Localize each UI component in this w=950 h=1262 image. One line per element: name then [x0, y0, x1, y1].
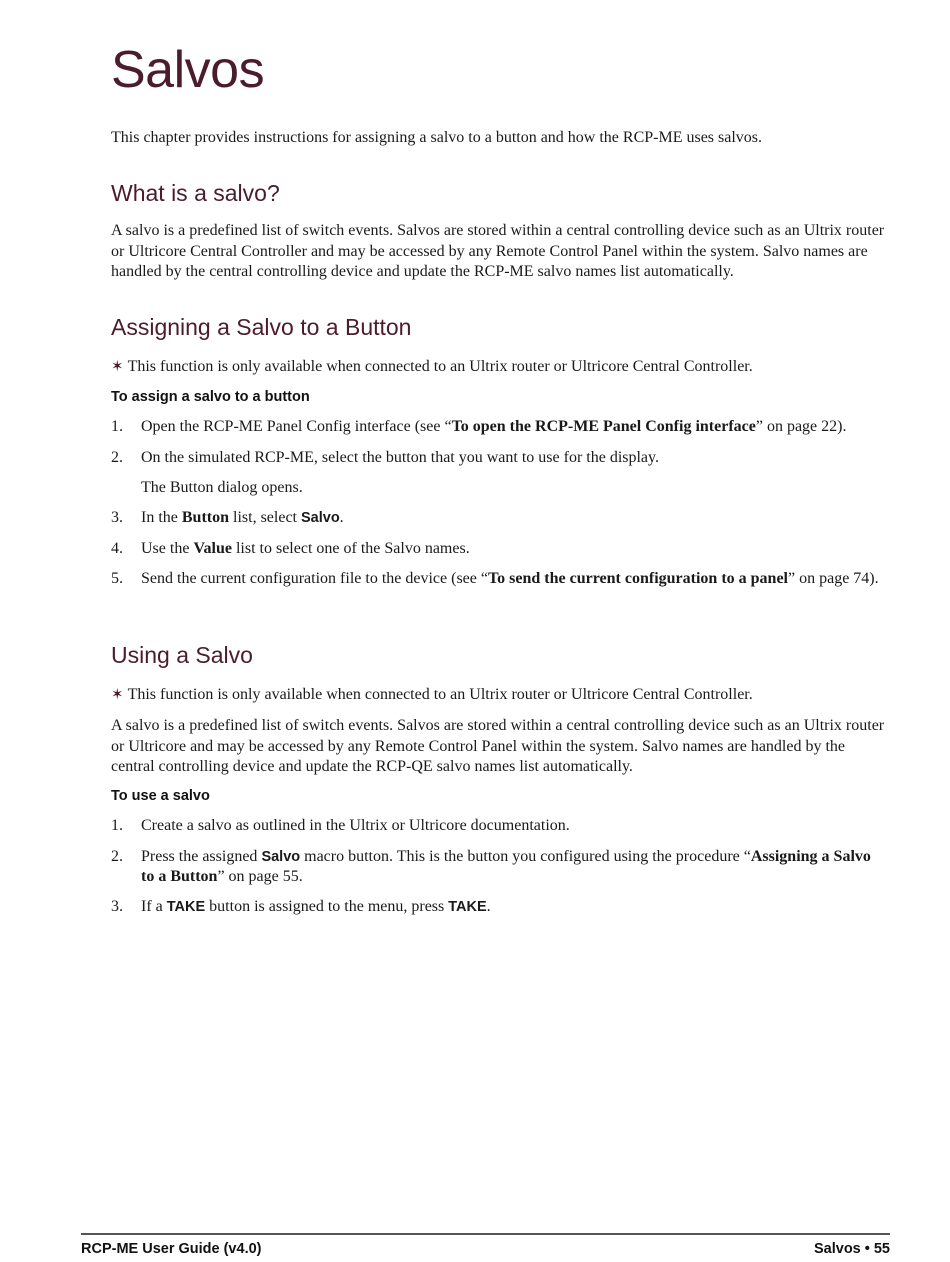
chapter-intro: This chapter provides instructions for assigning a salvo to a button and how the RCP-ME uses salvos. [111, 129, 763, 146]
what-is-a-salvo-body: A salvo is a predefined list of switch events. Salvos are stored within a central controlling device such as an Ultrix router or Ultricore Central Controller and may be accessed by any Remote Control Panel within the system. Salvo names are handled by the central controlling device and update the RCP-ME salvo names list automatically. [111, 222, 885, 280]
chapter-title: Salvos [111, 41, 265, 99]
footer-page-number: Salvos • 55 [813, 1241, 890, 1257]
footer-guide-title: RCP-ME User Guide (v4.0) [81, 1241, 262, 1257]
star-icon: ✶ [111, 685, 124, 703]
section-heading-what-is-a-salvo: What is a salvo? [111, 180, 280, 206]
section-heading-using-a-salvo: Using a Salvo [111, 642, 253, 668]
using-note [111, 684, 887, 705]
cross-reference[interactable]: To open the RCP-ME Panel Config interface [451, 418, 756, 435]
star-icon: ✶ [111, 357, 124, 375]
cross-reference[interactable]: Assigning a Salvo to a Button [141, 848, 871, 885]
footer-divider [81, 1233, 890, 1235]
using-salvo-body: A salvo is a predefined list of switch events. Salvos are stored within a central controlling device such as an Ultrix router or Ultricore and may be accessed by any Remote Control Panel within the system. Salvo names are handled by the central controlling device and update the RCP-QE salvo names list automatically. [111, 717, 885, 775]
assign-procedure-heading: To assign a salvo to a button [111, 389, 310, 405]
assign-note [111, 356, 887, 377]
cross-reference[interactable]: To send the current configuration to a panel [487, 570, 788, 587]
section-heading-assigning: Assigning a Salvo to a Button [111, 314, 412, 340]
assign-note-text: This function is only available when connected to an Ultrix router or Ultricore Central Controller. [127, 358, 753, 375]
using-note-text: This function is only available when connected to an Ultrix router or Ultricore Central Controller. [127, 686, 753, 703]
using-procedure-heading: To use a salvo [111, 788, 210, 804]
